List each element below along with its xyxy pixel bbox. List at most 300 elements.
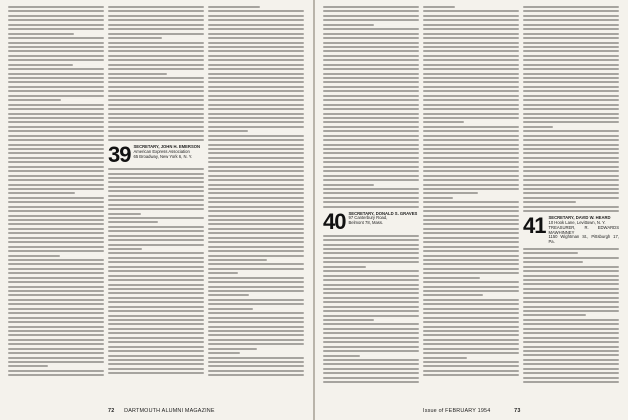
text-line (423, 294, 483, 296)
text-line (208, 215, 304, 217)
text-line (108, 77, 204, 79)
text-line (323, 50, 419, 52)
text-line (108, 42, 204, 44)
text-line (423, 144, 519, 146)
text-line (523, 59, 619, 61)
text-line (323, 37, 419, 39)
text-line (108, 310, 204, 312)
text-line (423, 308, 519, 310)
text-line (523, 95, 619, 97)
text-line (8, 206, 104, 208)
text-line (108, 332, 204, 334)
text-line (323, 24, 374, 26)
text-line (208, 157, 304, 159)
text-line (423, 237, 519, 239)
text-line (8, 228, 104, 230)
text-line (108, 217, 204, 219)
text-line (108, 37, 162, 39)
secretary-address-1: American Express Association (133, 148, 190, 154)
text-line (423, 108, 519, 110)
text-line (108, 261, 204, 263)
text-line (323, 355, 360, 357)
text-line (523, 77, 619, 79)
text-line (208, 166, 304, 168)
text-line (108, 363, 204, 365)
text-line (423, 197, 453, 199)
text-line (423, 312, 519, 314)
text-line (423, 135, 519, 137)
text-line (423, 86, 519, 88)
treasurer-label: TREASURER, R. EDWARDS MAWHINNEY (548, 224, 619, 235)
text-line (423, 232, 519, 234)
text-line (8, 139, 104, 141)
text-line (323, 332, 419, 334)
text-line (323, 248, 419, 250)
text-line (8, 108, 104, 110)
text-line (8, 77, 104, 79)
text-line (423, 161, 519, 163)
text-line (208, 99, 304, 101)
left-col-2 (108, 6, 204, 391)
text-line (323, 201, 419, 203)
text-line (108, 284, 204, 286)
text-line (323, 292, 419, 294)
text-line (108, 130, 204, 132)
text-line (423, 277, 480, 279)
text-line (108, 95, 204, 97)
text-line (208, 321, 304, 323)
text-line (423, 77, 519, 79)
text-line (523, 192, 619, 194)
text-line (108, 177, 204, 179)
text-line (108, 15, 204, 17)
text-line (208, 28, 304, 30)
text-line (423, 250, 519, 252)
text-line (323, 10, 419, 12)
text-line (423, 206, 519, 208)
text-line (423, 166, 519, 168)
text-line (323, 341, 419, 343)
text-line (208, 308, 253, 310)
text-line (523, 248, 619, 250)
text-line (208, 15, 304, 17)
text-line (323, 130, 419, 132)
text-line (323, 279, 419, 281)
text-line (423, 370, 519, 372)
text-line (8, 317, 104, 319)
text-line (523, 297, 619, 299)
text-line (108, 68, 204, 70)
secretary-address-2: Belmont 78, Mass. (348, 220, 384, 226)
text-line (8, 361, 104, 363)
text-line (523, 337, 619, 339)
text-line (208, 59, 304, 61)
text-line (423, 152, 519, 154)
text-line (8, 152, 104, 154)
text-line (8, 246, 104, 248)
text-line (423, 228, 519, 230)
text-line (8, 326, 104, 328)
text-line (8, 268, 104, 270)
text-line (8, 161, 104, 163)
text-line (208, 24, 304, 26)
text-line (523, 90, 619, 92)
secretary-label: SECRETARY, DAVID W. HEARD (548, 215, 611, 221)
text-line (323, 252, 419, 254)
text-line (423, 215, 519, 217)
text-line (323, 192, 419, 194)
text-line (208, 268, 304, 270)
text-line (423, 175, 519, 177)
text-line (423, 73, 519, 75)
text-line (8, 90, 104, 92)
text-line (423, 223, 519, 225)
text-line (523, 81, 619, 83)
text-line (8, 126, 104, 128)
text-line (8, 223, 104, 225)
class-39-heading (108, 142, 204, 168)
text-line (208, 90, 304, 92)
text-line (208, 250, 304, 252)
text-line (323, 346, 419, 348)
secretary-label: SECRETARY, JOHN H. EMERSON (133, 144, 201, 150)
text-line (108, 99, 204, 101)
text-line (8, 6, 104, 8)
text-line (8, 59, 104, 61)
text-line (108, 199, 204, 201)
text-line (208, 237, 304, 239)
text-line (323, 135, 419, 137)
text-line (323, 368, 419, 370)
text-line (108, 257, 204, 259)
text-line (323, 188, 419, 190)
text-line (208, 148, 304, 150)
text-line (423, 246, 519, 248)
text-line (323, 157, 419, 159)
text-line (8, 175, 104, 177)
text-line (8, 299, 104, 301)
text-line (323, 381, 419, 383)
text-line (423, 55, 519, 57)
text-line (523, 161, 619, 163)
text-line (108, 50, 204, 52)
text-line (8, 201, 104, 203)
text-line (208, 374, 304, 376)
text-line (108, 328, 204, 330)
text-line (108, 81, 204, 83)
text-line (208, 6, 260, 8)
text-line (523, 42, 619, 44)
text-line (108, 46, 204, 48)
text-line (423, 46, 519, 48)
text-line (8, 55, 104, 57)
text-line (108, 221, 158, 223)
text-line (208, 370, 304, 372)
text-line (108, 275, 204, 277)
text-line (523, 377, 619, 379)
text-line (423, 90, 519, 92)
text-line (208, 241, 304, 243)
text-line (108, 59, 204, 61)
text-line (423, 290, 519, 292)
text-line (108, 204, 204, 206)
text-line (208, 55, 304, 57)
text-line (423, 19, 519, 21)
text-line (523, 179, 619, 181)
text-line (523, 381, 619, 383)
text-line (523, 346, 619, 348)
text-line (8, 144, 104, 146)
text-line (8, 312, 104, 314)
text-line (423, 334, 519, 336)
text-line (423, 365, 519, 367)
text-line (323, 175, 419, 177)
text-line (8, 321, 104, 323)
text-line (523, 126, 553, 128)
text-line (523, 292, 619, 294)
text-line (423, 352, 519, 354)
text-line (523, 64, 619, 66)
text-line (523, 288, 619, 290)
text-line (208, 50, 304, 52)
text-line (8, 192, 75, 194)
text-line (523, 24, 619, 26)
text-line (208, 161, 304, 163)
text-line (323, 288, 419, 290)
text-line (208, 201, 304, 203)
text-line (208, 192, 304, 194)
text-line (8, 42, 104, 44)
text-line (323, 55, 419, 57)
text-line (208, 312, 304, 314)
text-line (323, 179, 419, 181)
text-line (108, 104, 204, 106)
text-line (423, 321, 519, 323)
text-line (108, 319, 204, 321)
text-line (8, 184, 104, 186)
text-line (423, 24, 519, 26)
text-line (323, 46, 419, 48)
text-line (108, 117, 204, 119)
text-line (108, 55, 204, 57)
text-line (523, 113, 619, 115)
text-line (208, 188, 304, 190)
text-line (108, 297, 204, 299)
text-line (208, 272, 238, 274)
text-line (8, 330, 104, 332)
text-line (208, 81, 304, 83)
text-line (323, 121, 419, 123)
text-line (423, 126, 519, 128)
issue-title: Issue of FEBRUARY 1954 (423, 408, 491, 414)
text-line (8, 86, 104, 88)
text-line (8, 46, 104, 48)
text-line (423, 272, 519, 274)
text-line (208, 175, 304, 177)
text-line (523, 148, 619, 150)
text-line (423, 201, 519, 203)
text-line (423, 210, 519, 212)
text-line (423, 64, 519, 66)
page-number: 72 (108, 408, 115, 414)
text-line (523, 197, 619, 199)
text-line (523, 201, 576, 203)
text-line (323, 323, 419, 325)
text-line (208, 246, 304, 248)
text-line (8, 210, 104, 212)
text-line (423, 170, 519, 172)
text-line (423, 130, 519, 132)
text-line (108, 252, 204, 254)
text-line (108, 181, 204, 183)
text-line (208, 42, 304, 44)
right-col-2 (423, 6, 519, 391)
text-line (423, 6, 455, 8)
text-line (208, 68, 304, 70)
text-line (108, 368, 204, 370)
text-line (108, 355, 204, 357)
text-line (523, 323, 619, 325)
text-line (208, 108, 304, 110)
text-line (8, 37, 104, 39)
text-line (423, 15, 519, 17)
text-line (208, 144, 304, 146)
text-line (108, 301, 204, 303)
text-line (523, 359, 619, 361)
text-line (323, 152, 419, 154)
text-line (208, 73, 304, 75)
text-line (8, 121, 104, 123)
text-line (208, 64, 304, 66)
text-line (8, 232, 104, 234)
text-line (523, 188, 619, 190)
text-line (108, 108, 204, 110)
text-line (423, 148, 519, 150)
text-line (523, 363, 619, 365)
text-line (523, 266, 619, 268)
text-line (208, 77, 304, 79)
class-secretary-info (348, 212, 417, 226)
text-line (423, 303, 519, 305)
text-line (523, 6, 619, 8)
text-line (523, 33, 619, 35)
text-line (108, 372, 204, 374)
text-line (323, 270, 419, 272)
text-line (423, 104, 519, 106)
text-line (208, 299, 304, 301)
text-line (523, 104, 619, 106)
text-line (208, 19, 304, 21)
text-line (323, 161, 419, 163)
text-line (323, 257, 419, 259)
text-line (423, 192, 478, 194)
text-line (323, 64, 419, 66)
text-line (8, 19, 104, 21)
text-line (423, 374, 519, 376)
text-line (108, 139, 204, 141)
text-line (523, 283, 619, 285)
text-line (523, 73, 619, 75)
text-line (523, 28, 619, 30)
text-line (108, 235, 204, 237)
text-line (8, 68, 104, 70)
text-line (108, 19, 204, 21)
text-line (208, 139, 304, 141)
text-line (108, 346, 204, 348)
text-line (423, 326, 519, 328)
text-line (208, 135, 304, 137)
text-line (523, 152, 619, 154)
text-line (423, 139, 519, 141)
text-line (8, 339, 104, 341)
text-line (8, 370, 104, 372)
text-line (323, 90, 419, 92)
text-line (323, 15, 419, 17)
text-line (8, 166, 104, 168)
text-line (108, 239, 204, 241)
text-line (208, 95, 304, 97)
text-line (523, 108, 619, 110)
text-line (8, 130, 104, 132)
text-line (8, 259, 104, 261)
text-line (523, 130, 619, 132)
text-line (208, 330, 304, 332)
text-line (323, 139, 419, 141)
text-line (423, 42, 519, 44)
text-line (423, 263, 519, 265)
text-line (323, 33, 419, 35)
text-line (323, 113, 419, 115)
text-line (108, 323, 204, 325)
text-line (523, 15, 619, 17)
text-line (423, 99, 519, 101)
class-40-heading (323, 208, 419, 234)
text-line (423, 281, 519, 283)
text-line (423, 10, 519, 12)
text-line (8, 237, 104, 239)
text-line (208, 46, 304, 48)
text-line (8, 294, 104, 296)
text-line (108, 90, 204, 92)
text-line (323, 86, 419, 88)
text-line (523, 184, 619, 186)
text-line (523, 270, 619, 272)
text-line (208, 37, 304, 39)
text-line (208, 361, 304, 363)
text-line (208, 223, 304, 225)
text-line (423, 33, 519, 35)
text-line (523, 175, 619, 177)
left-page (0, 0, 313, 420)
class-year-number: 40 (323, 208, 346, 234)
text-line (323, 319, 374, 321)
text-line (208, 277, 304, 279)
text-line (323, 377, 419, 379)
text-line (8, 81, 104, 83)
text-line (108, 195, 204, 197)
text-line (208, 126, 304, 128)
text-line (208, 117, 304, 119)
text-line (8, 170, 104, 172)
text-line (523, 319, 619, 321)
text-line (208, 33, 304, 35)
text-line (208, 263, 304, 265)
text-line (523, 37, 619, 39)
text-line (323, 363, 419, 365)
text-line (8, 250, 104, 252)
magazine-title: DARTMOUTH ALUMNI MAGAZINE (124, 408, 215, 414)
text-line (523, 10, 619, 12)
